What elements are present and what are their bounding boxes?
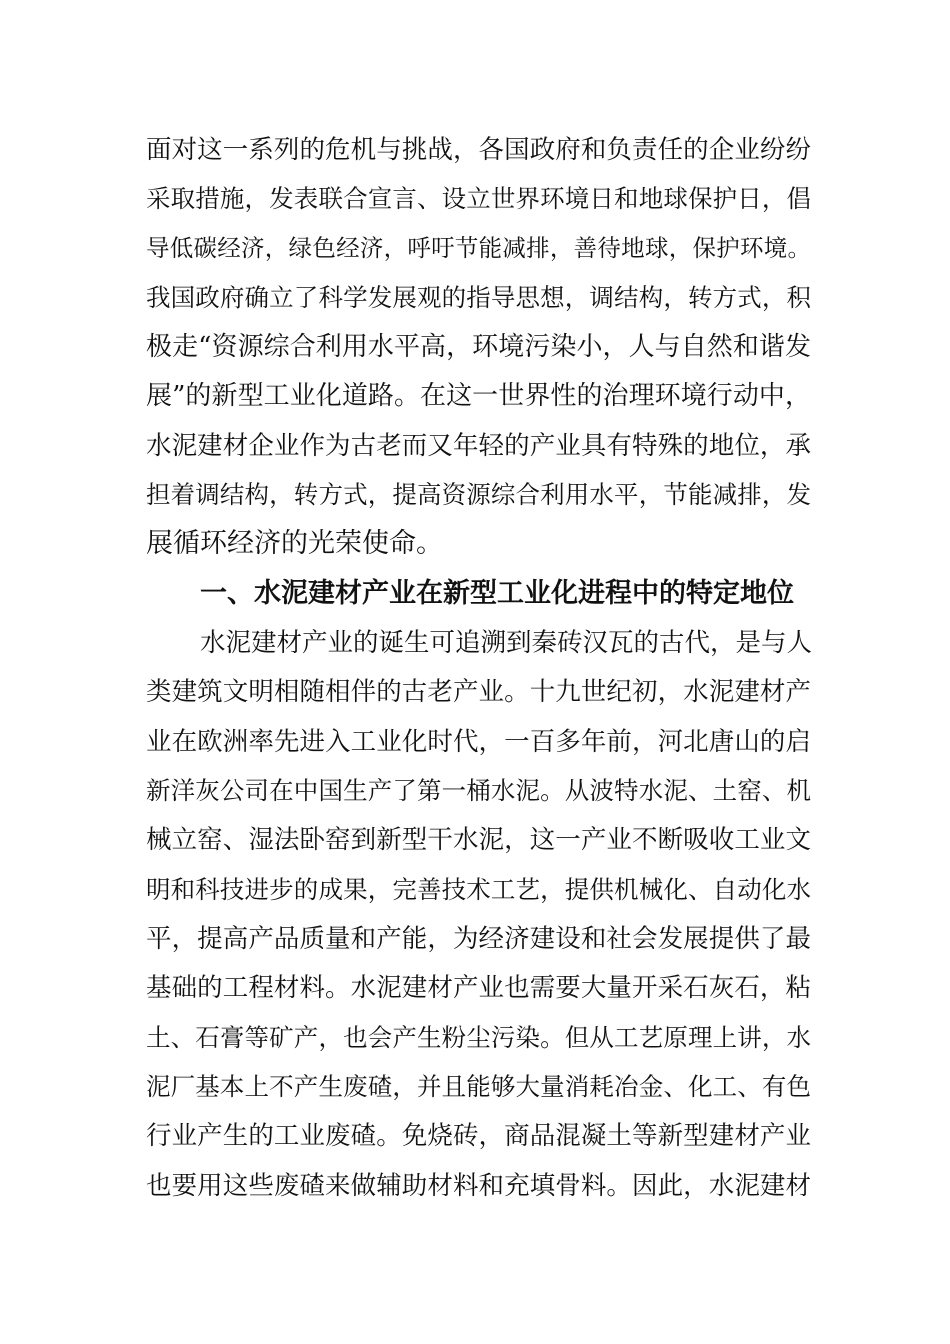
text-line: 展”的新型工业化道路。在这一世界性的治理环境行动中， <box>146 381 811 411</box>
text-line: 业在欧洲率先进入工业化时代，一百多年前，河北唐山的启 <box>146 727 811 757</box>
text-line: 基础的工程材料。水泥建材产业也需要大量开采石灰石，粘 <box>146 973 811 1003</box>
text-line: 水泥建材企业作为古老而又年轻的产业具有特殊的地位，承 <box>146 431 811 461</box>
text-line: 极走“资源综合利用水平高，环境污染小，人与自然和谐发 <box>146 332 811 362</box>
text-line: 水泥建材产业的诞生可追溯到秦砖汉瓦的古代，是与人 <box>200 628 813 658</box>
text-line: 泥厂基本上不产生废碴，并且能够大量消耗冶金、化工、有色 <box>146 1072 811 1101</box>
text-line: 展循环经济的光荣使命。 <box>146 528 443 559</box>
text-line: 明和科技进步的成果，完善技术工艺，提供机械化、自动化水 <box>146 875 811 904</box>
text-line: 行业产生的工业废碴。免烧砖，商品混凝土等新型建材产业 <box>146 1121 811 1151</box>
text-line: 面对这一系列的危机与挑战，各国政府和负责任的企业纷纷 <box>146 135 811 165</box>
text-line: 土、石膏等矿产，也会产生粉尘污染。但从工艺原理上讲，水 <box>146 1023 811 1052</box>
text-line: 我国政府确立了科学发展观的指导思想，调结构，转方式，积 <box>146 283 811 312</box>
text-line: 械立窑、湿法卧窑到新型干水泥，这一产业不断吸收工业文 <box>146 825 811 855</box>
text-line: 导低碳经济，绿色经济，呼吁节能减排，善待地球，保护环境。 <box>146 234 811 262</box>
text-line: 也要用这些废碴来做辅助材料和充填骨料。因此，水泥建材 <box>146 1171 811 1201</box>
text-line: 平，提高产品质量和产能，为经济建设和社会发展提供了最 <box>146 924 811 954</box>
text-line: 新洋灰公司在中国生产了第一桶水泥。从波特水泥、土窑、机 <box>146 776 811 805</box>
text-line: 采取措施，发表联合宣言、设立世界环境日和地球保护日，倡 <box>146 184 811 213</box>
section-heading: 一、水泥建材产业在新型工业化进程中的特定地位 <box>200 578 794 609</box>
text-line: 担着调结构，转方式，提高资源综合利用水平，节能减排，发 <box>146 480 811 509</box>
text-line: 类建筑文明相随相伴的古老产业。十九世纪初，水泥建材产 <box>146 677 811 707</box>
